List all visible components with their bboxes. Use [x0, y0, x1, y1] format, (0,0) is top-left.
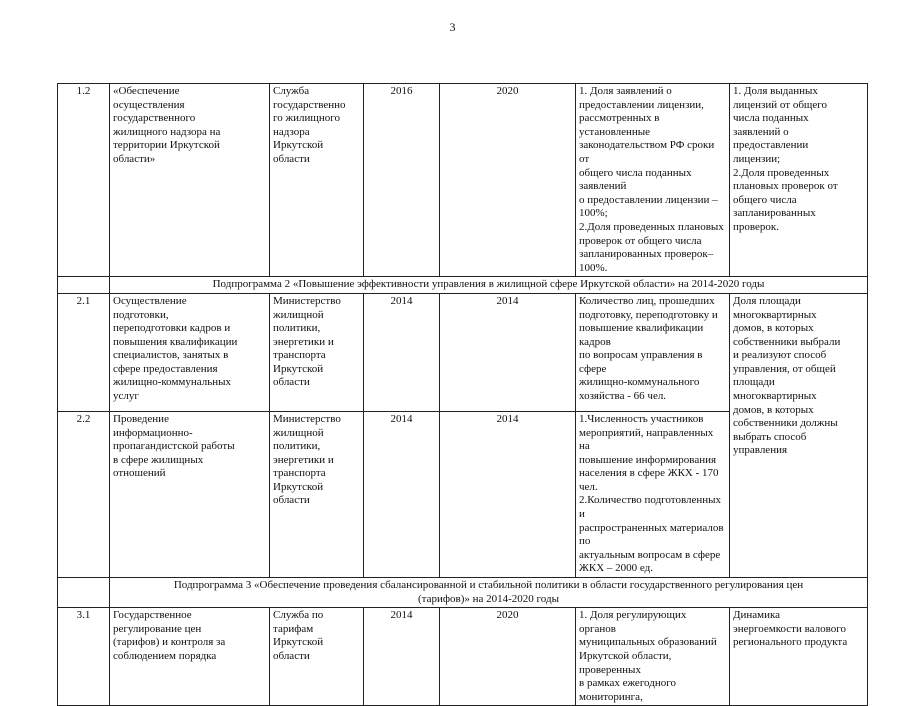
row-number: 3.1 — [58, 608, 110, 706]
start-year: 2016 — [364, 84, 440, 277]
expected-result: Доля площади многоквартирных домов, в которых собственники выбрали и реализуют способ управления, от общей площади многоквартирных домов, в которых собственники должны выбрать способ управления — [730, 293, 868, 577]
subprogram-header — [58, 578, 868, 608]
indicators: Количество лиц, прошедших подготовку, переподготовку и повышение квалификации кадров по вопросам управления в сфере жилищно-коммунального хозяйства - 66 чел. — [576, 293, 730, 411]
table-row — [58, 293, 868, 411]
expected-result: Динамика энергоемкости валового регионального продукта — [730, 608, 868, 706]
end-year: 2014 — [440, 293, 576, 411]
end-year: 2020 — [440, 608, 576, 706]
indicators: 1. Доля регулирующих органов муниципальных образований Иркутской области, проверенных в рамках ежегодного мониторинга, — [576, 608, 730, 706]
subprogram-empty-cell — [58, 277, 110, 294]
activity-name: Проведение информационно- пропагандистской работы в сфере жилищных отношений — [110, 411, 270, 577]
subprogram-empty-cell — [58, 578, 110, 608]
end-year: 2020 — [440, 84, 576, 277]
subprogram-title: Подпрограмма 3 «Обеспечение проведения сбалансированной и стабильной политики в области государственного регулирования цен (тарифов)» на 2014-2020 годы — [110, 578, 868, 608]
row-number: 2.1 — [58, 293, 110, 411]
row-number: 2.2 — [58, 411, 110, 577]
start-year: 2014 — [364, 411, 440, 577]
row-number: 1.2 — [58, 84, 110, 277]
executor: Министерство жилищной политики, энергетики и транспорта Иркутской области — [270, 411, 364, 577]
activity-name: Осуществление подготовки, переподготовки кадров и повышения квалификации специалистов, занятых в сфере предоставления жилищно-коммунальных услуг — [110, 293, 270, 411]
executor: Служба по тарифам Иркутской области — [270, 608, 364, 706]
indicators: 1.Численность участников мероприятий, направленных на повышение информирования населения в сфере ЖКХ - 170 чел. 2.Количество подготовленных и распространенных материалов по актуальным вопросам в сфере ЖКХ – 2000 ед. — [576, 411, 730, 577]
start-year: 2014 — [364, 608, 440, 706]
indicators: 1. Доля заявлений о предоставлении лицензии, рассмотренных в установленные законодательством РФ сроки от общего числа поданных заявлений о предоставлении лицензии – 100%; 2.Доля проведенных плановых проверок от общего числа запланированных проверок– 100%. — [576, 84, 730, 277]
subprogram-title: Подпрограмма 2 «Повышение эффективности управления в жилищной сфере Иркутской области» на 2014-2020 годы — [110, 277, 868, 294]
expected-result: 1. Доля выданных лицензий от общего числа поданных заявлений о предоставлении лицензии; 2.Доля проведенных плановых проверок от общего числа запланированных проверок. — [730, 84, 868, 277]
start-year: 2014 — [364, 293, 440, 411]
program-table — [57, 83, 868, 706]
page-number: 3 — [449, 20, 456, 34]
executor: Министерство жилищной политики, энергетики и транспорта Иркутской области — [270, 293, 364, 411]
subprogram-header — [58, 277, 868, 294]
activity-name: «Обеспечение осуществления государственного жилищного надзора на территории Иркутской области» — [110, 84, 270, 277]
executor: Служба государственно го жилищного надзора Иркутской области — [270, 84, 364, 277]
table-row — [58, 608, 868, 706]
end-year: 2014 — [440, 411, 576, 577]
activity-name: Государственное регулирование цен (тарифов) и контроля за соблюдением порядка — [110, 608, 270, 706]
table-row — [58, 84, 868, 277]
